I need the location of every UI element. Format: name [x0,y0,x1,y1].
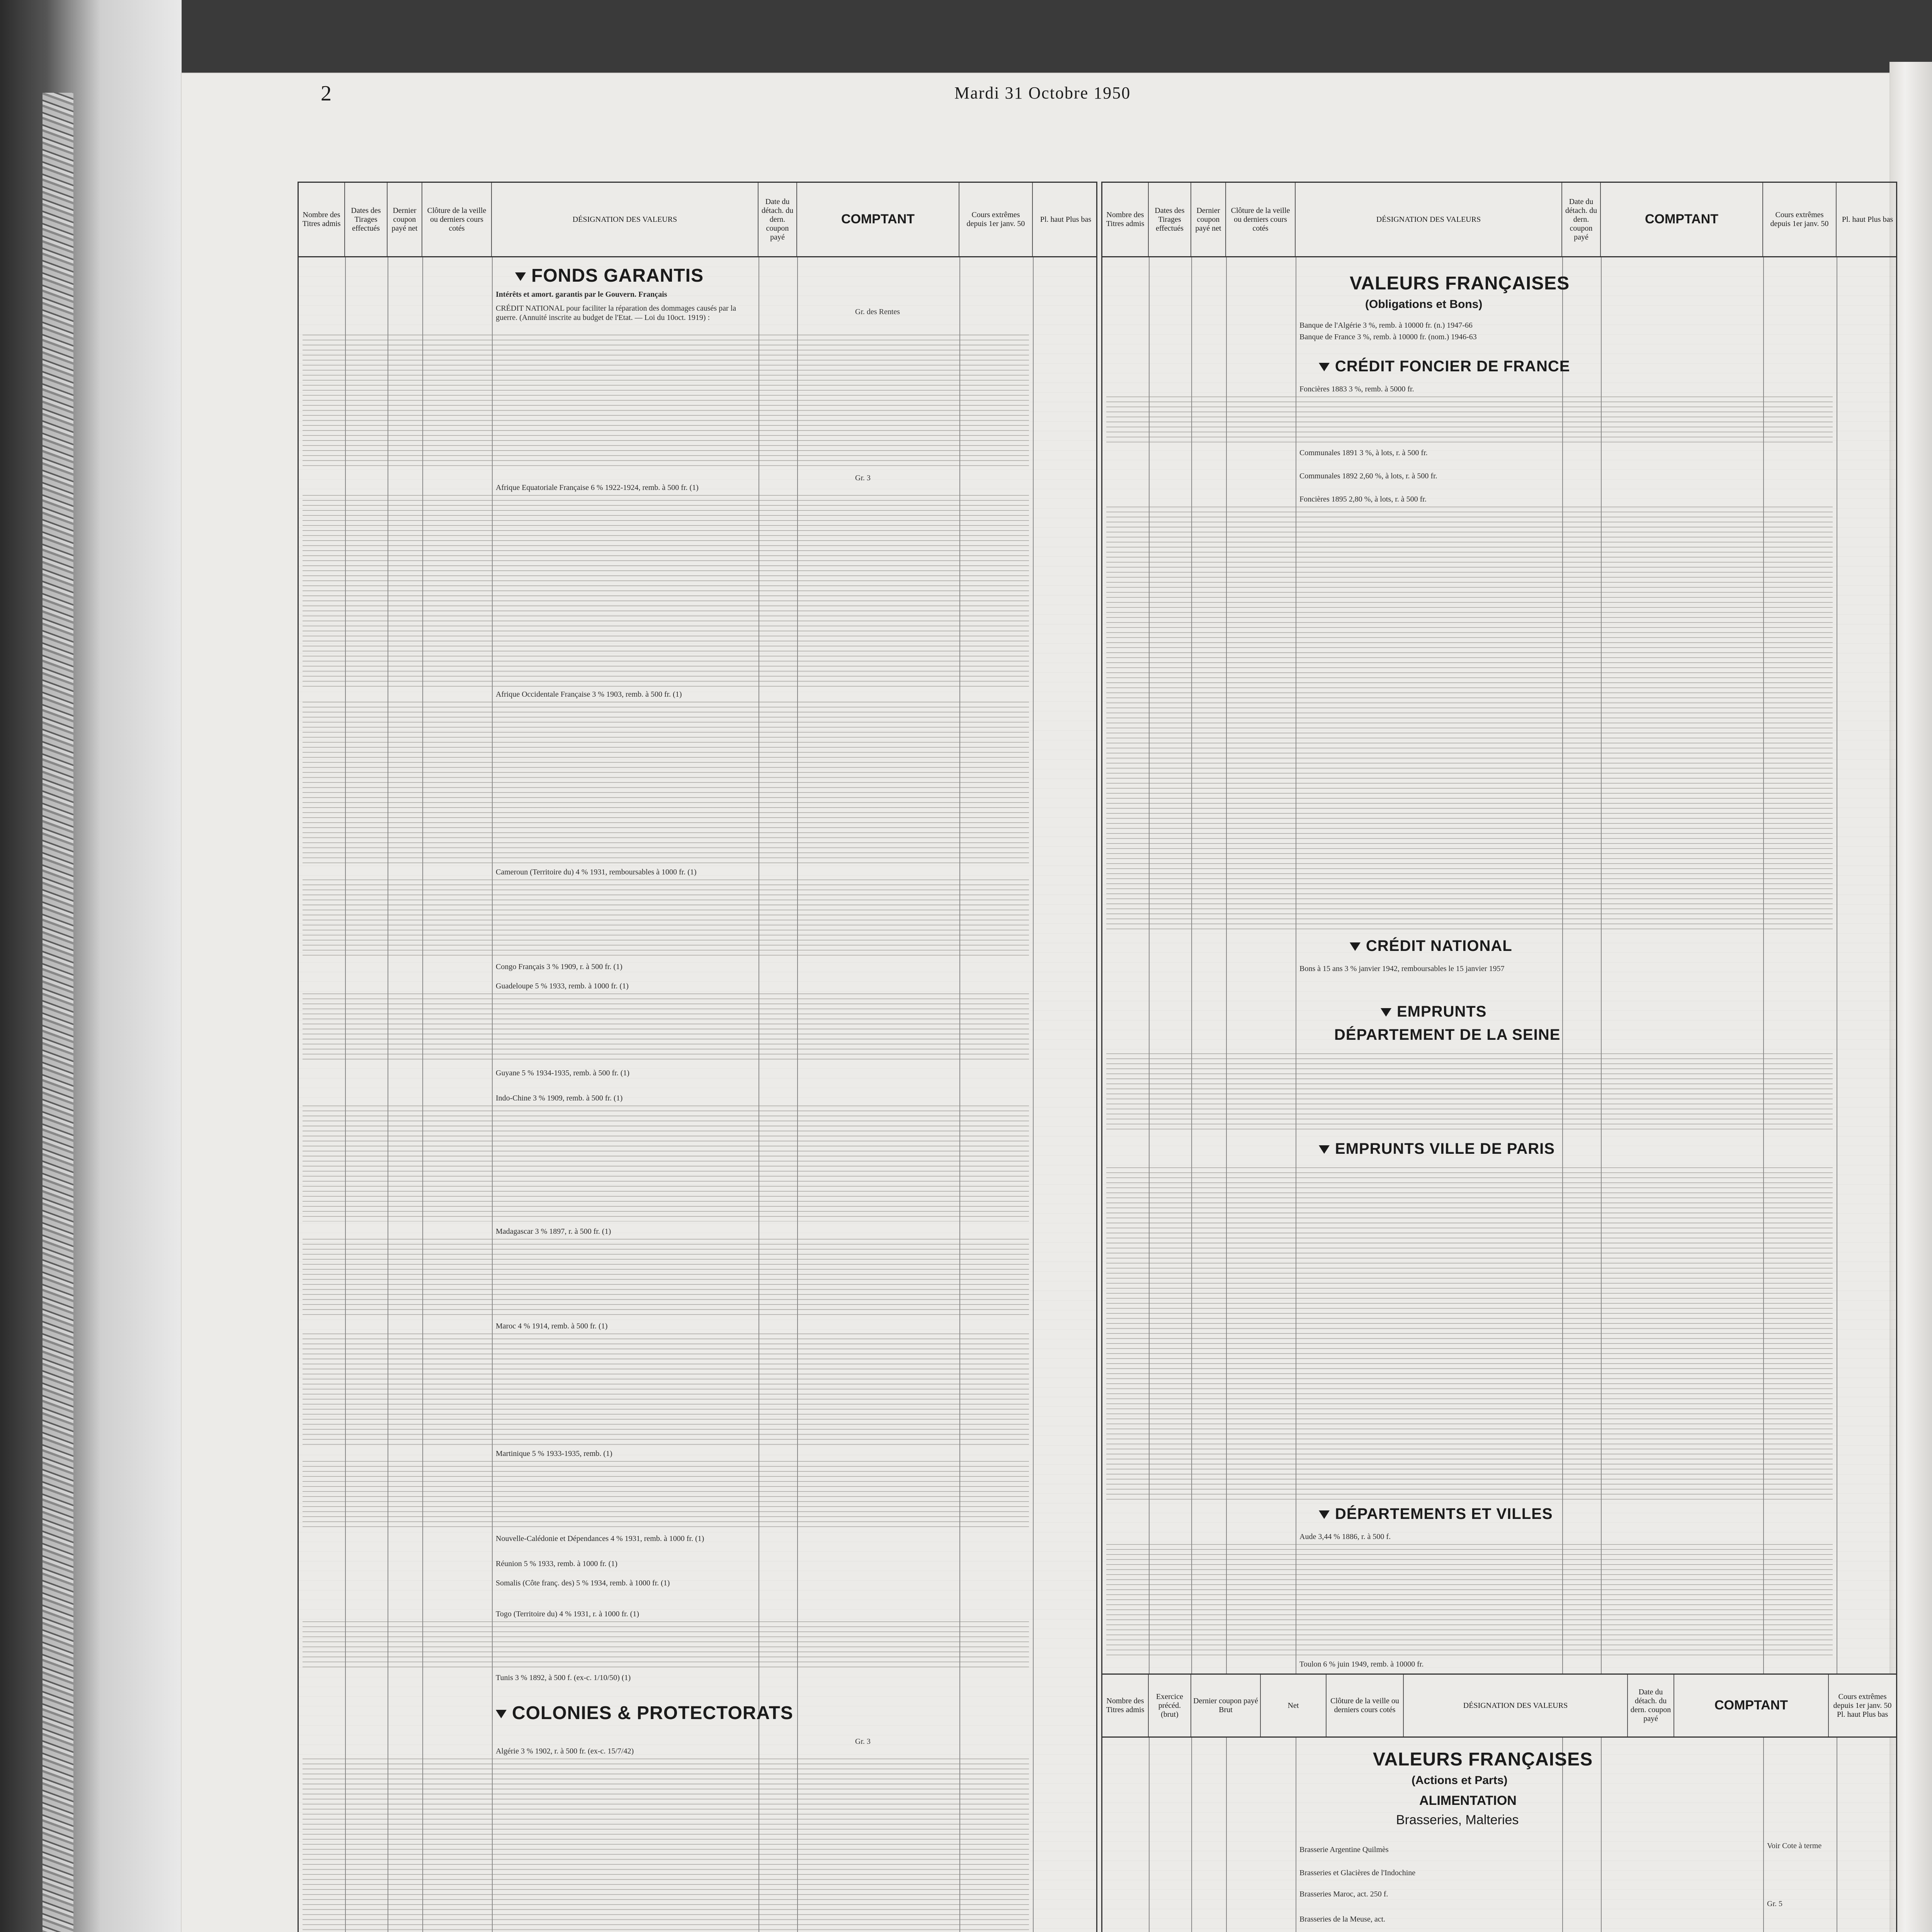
colonies-title: COLONIES & PROTECTORATS [512,1703,793,1723]
triangle-icon [1350,942,1361,951]
header-date-detach: Date du détach. du dern. coupon payé [1562,183,1601,256]
valeurs-francaises-title: VALEURS FRANÇAISES [1350,273,1570,294]
header-nombre-titres: Nombre des Titres admis [299,183,345,256]
header-plus-bas: Plus bas [1066,215,1092,224]
togo-rows [303,1621,1029,1668]
header-dates-tirages: Dates des Tirages effectués [345,183,388,256]
reunion: Réunion 5 % 1933, remb. à 1000 fr. (1) [496,1560,617,1568]
afrique-equatoriale-rows [303,495,1029,688]
guadeloupe: Guadeloupe 5 % 1933, remb. à 1000 fr. (1) [496,982,629,990]
section-credit-national [1350,937,1512,955]
ville-paris-title: EMPRUNTS VILLE DE PARIS [1335,1140,1555,1157]
credit-national-intro: CRÉDIT NATIONAL pour faciliter la réparation des dommages causés par la guerre. (Annuité inscrite au budget de l'Etat. — Loi du 10oct. 1919) : [496,304,736,322]
header-pl-haut: Pl. haut [1040,215,1064,224]
section-credit-foncier [1319,358,1570,375]
credit-national-title: CRÉDIT NATIONAL [1366,937,1512,954]
header2-designation: DÉSIGNATION DES VALEURS [1404,1675,1628,1736]
section-departements-villes [1319,1505,1553,1523]
header2-plus-bas-label: Plus bas [1862,1710,1888,1719]
left-table [298,182,1097,1932]
fonds-garantis-subtitle: Intérêts et amort. garantis par le Gouvern. Français [496,290,667,299]
page-date: Mardi 31 Octobre 1950 [954,83,1131,102]
header-cours-extremes: Cours extrêmes depuis 1er janv. 50 [1763,183,1837,256]
congo: Congo Français 3 % 1909, r. à 500 fr. (1) [496,963,622,971]
cameroun-rows [303,879,1029,957]
bons-15-ans: Bons à 15 ans 3 % janvier 1942, remboursables le 15 janvier 1957 [1299,964,1505,973]
emprunts-title: EMPRUNTS [1397,1003,1487,1020]
indochine-rows [303,1105,1029,1221]
triangle-icon [1319,1145,1330,1154]
credit-foncier-title: CRÉDIT FONCIER DE FRANCE [1335,358,1570,375]
fonds-rows [303,335,1029,466]
guadeloupe-rows [303,993,1029,1063]
brasseries-malteries-title: Brasseries, Malteries [1396,1813,1519,1827]
header-pl-haut: Pl. haut [1842,215,1866,224]
page-header [182,73,1889,116]
header-comptant: COMPTANT [797,183,959,256]
credit-foncier-rows [1106,507,1833,932]
obligations-bons-subtitle: (Obligations et Bons) [1365,298,1483,311]
header-pl-bas [1837,183,1898,256]
departement-seine-title: DÉPARTEMENT DE LA SEINE [1334,1026,1561,1043]
header2-cours-extremes [1829,1675,1896,1736]
maroc: Maroc 4 % 1914, remb. à 500 fr. (1) [496,1322,608,1330]
algerie-rows [303,1759,1029,1932]
section-fonds-garantis [515,265,704,286]
header-cours-extremes: Cours extrêmes depuis 1er janv. 50 [959,183,1033,256]
header-date-detach: Date du détach. du dern. coupon payé [759,183,797,256]
gr3-label-2: Gr. 3 [855,1737,871,1746]
header2-comptant: COMPTANT [1674,1675,1829,1736]
page-number: 2 [321,82,332,105]
gr3-label: Gr. 3 [855,474,871,482]
header2-dernier-coupon-label: Dernier coupon payé [1193,1697,1258,1705]
header2-cours-label: Cours extrêmes depuis 1er janv. 50 [1833,1692,1892,1710]
tunis: Tunis 3 % 1892, à 500 f. (ex-c. 1/10/50) (1) [496,1673,631,1682]
ville-paris-rows [1106,1167,1833,1500]
martinique-rows [303,1461,1029,1531]
departements-villes-title: DÉPARTEMENTS ET VILLES [1335,1505,1553,1522]
triangle-icon [496,1710,507,1718]
toulon: Toulon 6 % juin 1949, remb. à 10000 fr. [1299,1660,1424,1668]
header-pl-bas [1033,183,1099,256]
header2-exercice: Exercice précéd. (brut) [1149,1675,1191,1736]
header2-net: Net [1261,1675,1327,1736]
brasseries-maroc: Brasseries Maroc, act. 250 f. [1299,1890,1388,1898]
brasseries-glacieres: Brasseries et Glacières de l'Indochine [1299,1869,1416,1877]
header-nombre-titres: Nombre des Titres admis [1102,183,1149,256]
triangle-icon [1381,1008,1391,1017]
madagascar: Madagascar 3 % 1897, r. à 500 fr. (1) [496,1227,611,1236]
header2-brut: Brut [1219,1706,1233,1714]
header-designation: DÉSIGNATION DES VALEURS [1296,183,1562,256]
book-spine [0,0,182,1932]
communales-1891: Communales 1891 3 %, à lots, r. à 500 fr. [1299,449,1428,457]
triangle-icon [1319,1510,1330,1519]
martinique: Martinique 5 % 1933-1935, remb. (1) [496,1449,612,1458]
header2-nombre-titres: Nombre des Titres admis [1102,1675,1149,1736]
cameroun: Cameroun (Territoire du) 4 % 1931, remboursables à 1000 fr. (1) [496,868,697,876]
section-colonies [496,1702,793,1724]
right-table-header [1102,183,1896,257]
newspaper-page [182,73,1893,1932]
triangle-icon [515,272,526,281]
departements-rows [1106,1544,1833,1656]
header-comptant: COMPTANT [1601,183,1763,256]
brasserie-argentine: Brasserie Argentine Quilmès [1299,1845,1389,1854]
header2-dernier-coupon [1191,1675,1261,1736]
indochine: Indo-Chine 3 % 1909, remb. à 500 fr. (1) [496,1094,623,1102]
header-dernier-coupon: Dernier coupon payé net [1191,183,1226,256]
section-ville-paris [1319,1140,1555,1158]
header-plus-bas: Plus bas [1867,215,1893,224]
valeurs-francaises-actions-title: VALEURS FRANÇAISES [1373,1749,1593,1770]
banque-algerie: Banque de l'Algérie 3 %, remb. à 10000 fr. (n.) 1947-66 [1299,321,1473,330]
brasseries-meuse: Brasseries de la Meuse, act. [1299,1915,1386,1923]
marbled-edge [43,93,73,1932]
foncieres-rows [1106,396,1833,443]
banque-france: Banque de France 3 %, remb. à 10000 fr. (nom.) 1946-63 [1299,333,1477,341]
header2-cloture: Clôture de la veille ou derniers cours cotés [1327,1675,1404,1736]
left-table-body [299,257,1096,1932]
madagascar-rows [303,1239,1029,1316]
triangle-icon [1319,363,1330,371]
header2-date-detach: Date du détach. du dern. coupon payé [1628,1675,1674,1736]
header2-pl-bas [1837,1710,1888,1719]
gr-rentes-label: Gr. des Rentes [855,308,900,316]
togo: Togo (Territoire du) 4 % 1931, r. à 1000 fr. (1) [496,1610,639,1618]
section-emprunts [1381,1003,1486,1020]
header2-pl-haut: Pl. haut [1837,1710,1861,1719]
actions-table-header [1102,1673,1896,1738]
voir-cote-label: Voir Cote à terme [1767,1842,1822,1850]
header-designation: DÉSIGNATION DES VALEURS [492,183,759,256]
guyane: Guyane 5 % 1934-1935, remb. à 500 fr. (1) [496,1069,630,1077]
algerie: Algérie 3 % 1902, r. à 500 fr. (ex-c. 15/7/42) [496,1747,634,1755]
maroc-rows [303,1333,1029,1446]
header-cloture: Clôture de la veille ou derniers cours cotés [1226,183,1296,256]
aude: Aude 3,44 % 1886, r. à 500 f. [1299,1532,1391,1541]
gr5-label: Gr. 5 [1767,1900,1782,1908]
left-table-header [299,183,1096,257]
seine-rows [1106,1053,1833,1131]
somalis: Somalis (Côte franç. des) 5 % 1934, remb. à 1000 fr. (1) [496,1579,670,1587]
afrique-occidentale-rows [303,702,1029,864]
afrique-equatoriale: Afrique Equatoriale Française 6 % 1922-1924, remb. à 500 fr. (1) [496,483,699,492]
header-dates-tirages: Dates des Tirages effectués [1149,183,1191,256]
right-table-body [1102,257,1896,1932]
fonds-garantis-title: FONDS GARANTIS [531,265,704,286]
header-dernier-coupon: Dernier coupon payé net [388,183,422,256]
header-cloture: Clôture de la veille ou derniers cours cotés [422,183,492,256]
foncieres-1883: Foncières 1883 3 %, remb. à 5000 fr. [1299,385,1414,393]
afrique-occidentale: Afrique Occidentale Française 3 % 1903, remb. à 500 fr. (1) [496,690,682,699]
nouvelle-caledonie: Nouvelle-Calédonie et Dépendances 4 % 1931, remb. à 1000 fr. (1) [496,1534,704,1543]
communales-1892: Communales 1892 2,60 %, à lots, r. à 500 fr. [1299,472,1437,480]
foncieres-1895: Foncières 1895 2,80 %, à lots, r. à 500 fr. [1299,495,1427,503]
alimentation-title: ALIMENTATION [1419,1793,1517,1808]
actions-parts-subtitle: (Actions et Parts) [1412,1774,1508,1787]
right-table [1101,182,1897,1932]
